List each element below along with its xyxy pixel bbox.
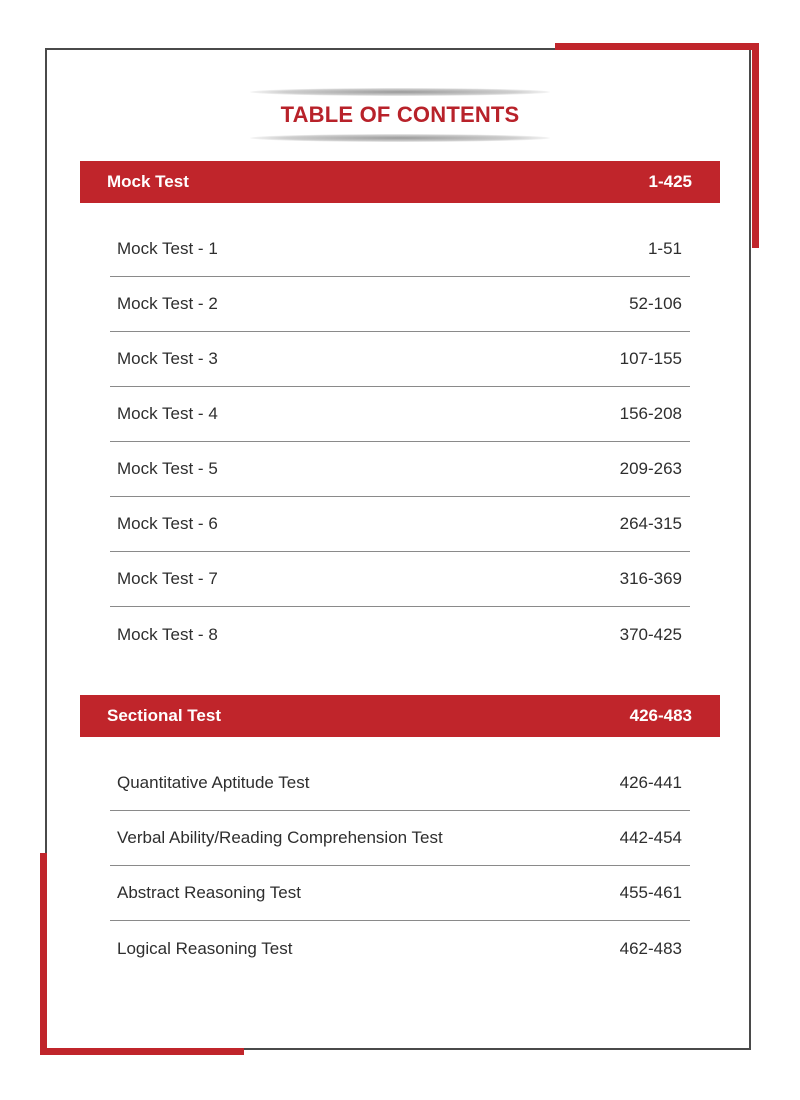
entry-pages: 462-483 bbox=[619, 938, 682, 958]
corner-accent-left bbox=[40, 853, 47, 1055]
entry-label: Mock Test - 6 bbox=[117, 514, 218, 533]
toc-entry[interactable] bbox=[110, 442, 690, 497]
section-items-sectional-test bbox=[110, 756, 690, 976]
corner-accent-top bbox=[555, 43, 759, 50]
entry-label: Mock Test - 5 bbox=[117, 459, 218, 478]
entry-pages: 156-208 bbox=[619, 404, 682, 423]
entry-label: Verbal Ability/Reading Comprehension Test bbox=[117, 828, 443, 847]
page-title: TABLE OF CONTENTS bbox=[280, 102, 520, 127]
toc-entry[interactable] bbox=[110, 222, 690, 277]
entry-label: Logical Reasoning Test bbox=[117, 938, 293, 958]
section-header-mock-test[interactable] bbox=[80, 161, 720, 203]
section-items-mock-test bbox=[110, 222, 690, 662]
section-label: Mock Test bbox=[107, 172, 189, 191]
toc-entry[interactable] bbox=[110, 277, 690, 332]
entry-pages: 316-369 bbox=[619, 569, 682, 588]
entry-pages: 370-425 bbox=[619, 624, 682, 644]
entry-label: Mock Test - 1 bbox=[117, 239, 218, 258]
entry-label: Mock Test - 3 bbox=[117, 349, 218, 368]
entry-pages: 107-155 bbox=[619, 349, 682, 368]
toc-entry[interactable] bbox=[110, 332, 690, 387]
toc-entry[interactable] bbox=[110, 756, 690, 811]
entry-pages: 1-51 bbox=[647, 239, 682, 258]
toc-entry[interactable] bbox=[110, 552, 690, 607]
entry-pages: 455-461 bbox=[619, 883, 682, 902]
title-banner bbox=[250, 86, 550, 144]
toc-entry[interactable] bbox=[110, 811, 690, 866]
entry-pages: 209-263 bbox=[619, 459, 682, 478]
section-label: Sectional Test bbox=[107, 706, 221, 725]
entry-label: Mock Test - 7 bbox=[117, 569, 218, 588]
entry-pages: 264-315 bbox=[619, 514, 682, 533]
entry-label: Quantitative Aptitude Test bbox=[117, 773, 310, 792]
toc-entry[interactable] bbox=[110, 387, 690, 442]
entry-label: Abstract Reasoning Test bbox=[117, 883, 301, 902]
corner-accent-right bbox=[752, 43, 759, 248]
section-header-sectional-test[interactable] bbox=[80, 695, 720, 737]
entry-label: Mock Test - 8 bbox=[117, 624, 218, 644]
section-pages: 1-425 bbox=[648, 172, 692, 191]
entry-label: Mock Test - 2 bbox=[117, 294, 218, 313]
entry-label: Mock Test - 4 bbox=[117, 404, 218, 423]
toc-entry[interactable] bbox=[110, 866, 690, 921]
section-pages: 426-483 bbox=[629, 706, 692, 725]
corner-accent-bottom bbox=[40, 1048, 244, 1055]
entry-pages: 442-454 bbox=[619, 828, 682, 847]
toc-entry[interactable] bbox=[110, 607, 690, 662]
entry-pages: 52-106 bbox=[629, 294, 682, 313]
toc-entry[interactable] bbox=[110, 497, 690, 552]
entry-pages: 426-441 bbox=[619, 773, 682, 792]
toc-entry[interactable] bbox=[110, 921, 690, 976]
